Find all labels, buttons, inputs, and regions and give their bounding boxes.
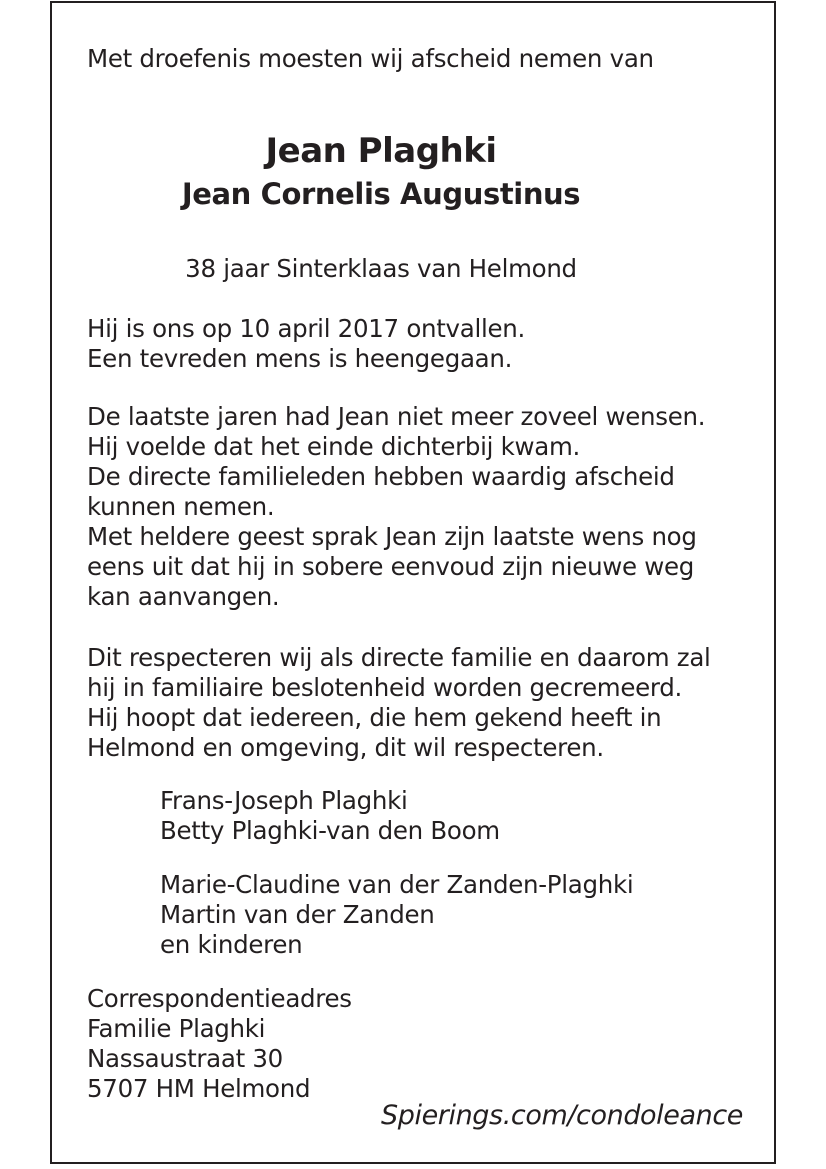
- paragraph-2: [87, 402, 705, 612]
- text-line: Hij hoopt dat iedereen, die hem gekend heeft in: [87, 703, 662, 732]
- address-line: Correspondentieadres: [87, 984, 352, 1013]
- text-line: kan aanvangen.: [87, 582, 280, 611]
- signatory-name: Martin van der Zanden: [160, 900, 435, 929]
- text-line: eens uit dat hij in sobere eenvoud zijn nieuwe weg: [87, 552, 695, 581]
- name-block: [87, 130, 675, 212]
- signatories-group-2: [160, 870, 633, 960]
- address-line: Familie Plaghki: [87, 1014, 266, 1043]
- intro-line: Met droefenis moesten wij afscheid nemen van: [87, 44, 654, 73]
- text-line: Hij voelde dat het einde dichterbij kwam.: [87, 432, 581, 461]
- address-line: Nassaustraat 30: [87, 1044, 283, 1073]
- signatory-name: Frans-Joseph Plaghki: [160, 786, 408, 815]
- deceased-name: Jean Plaghki: [265, 131, 497, 171]
- correspondence-address: [87, 984, 352, 1104]
- text-line: Helmond en omgeving, dit wil respecteren.: [87, 733, 604, 762]
- paragraph-3: [87, 643, 711, 763]
- text-line: Hij is ons op 10 april 2017 ontvallen.: [87, 314, 525, 343]
- text-line: kunnen nemen.: [87, 492, 275, 521]
- text-line: Dit respecteren wij als directe familie en daarom zal: [87, 643, 711, 672]
- text-line: De directe familieleden hebben waardig afscheid: [87, 462, 675, 491]
- signatory-name: Betty Plaghki-van den Boom: [160, 816, 500, 845]
- signatory-name: Marie-Claudine van der Zanden-Plaghki: [160, 870, 634, 899]
- text-line: Een tevreden mens is heengegaan.: [87, 344, 513, 373]
- text-line: Met heldere geest sprak Jean zijn laatste wens nog: [87, 522, 697, 551]
- paragraph-1: [87, 314, 525, 374]
- address-line: 5707 HM Helmond: [87, 1074, 311, 1103]
- condolence-website: Spierings.com/condoleance: [380, 1100, 743, 1131]
- signatory-name: en kinderen: [160, 930, 303, 959]
- subtitle: 38 jaar Sinterklaas van Helmond: [185, 254, 577, 283]
- text-line: hij in familiaire beslotenheid worden gecremeerd.: [87, 673, 682, 702]
- text-line: De laatste jaren had Jean niet meer zoveel wensen.: [87, 402, 706, 431]
- signatories-group-1: [160, 786, 500, 846]
- deceased-full-name: Jean Cornelis Augustinus: [181, 177, 581, 211]
